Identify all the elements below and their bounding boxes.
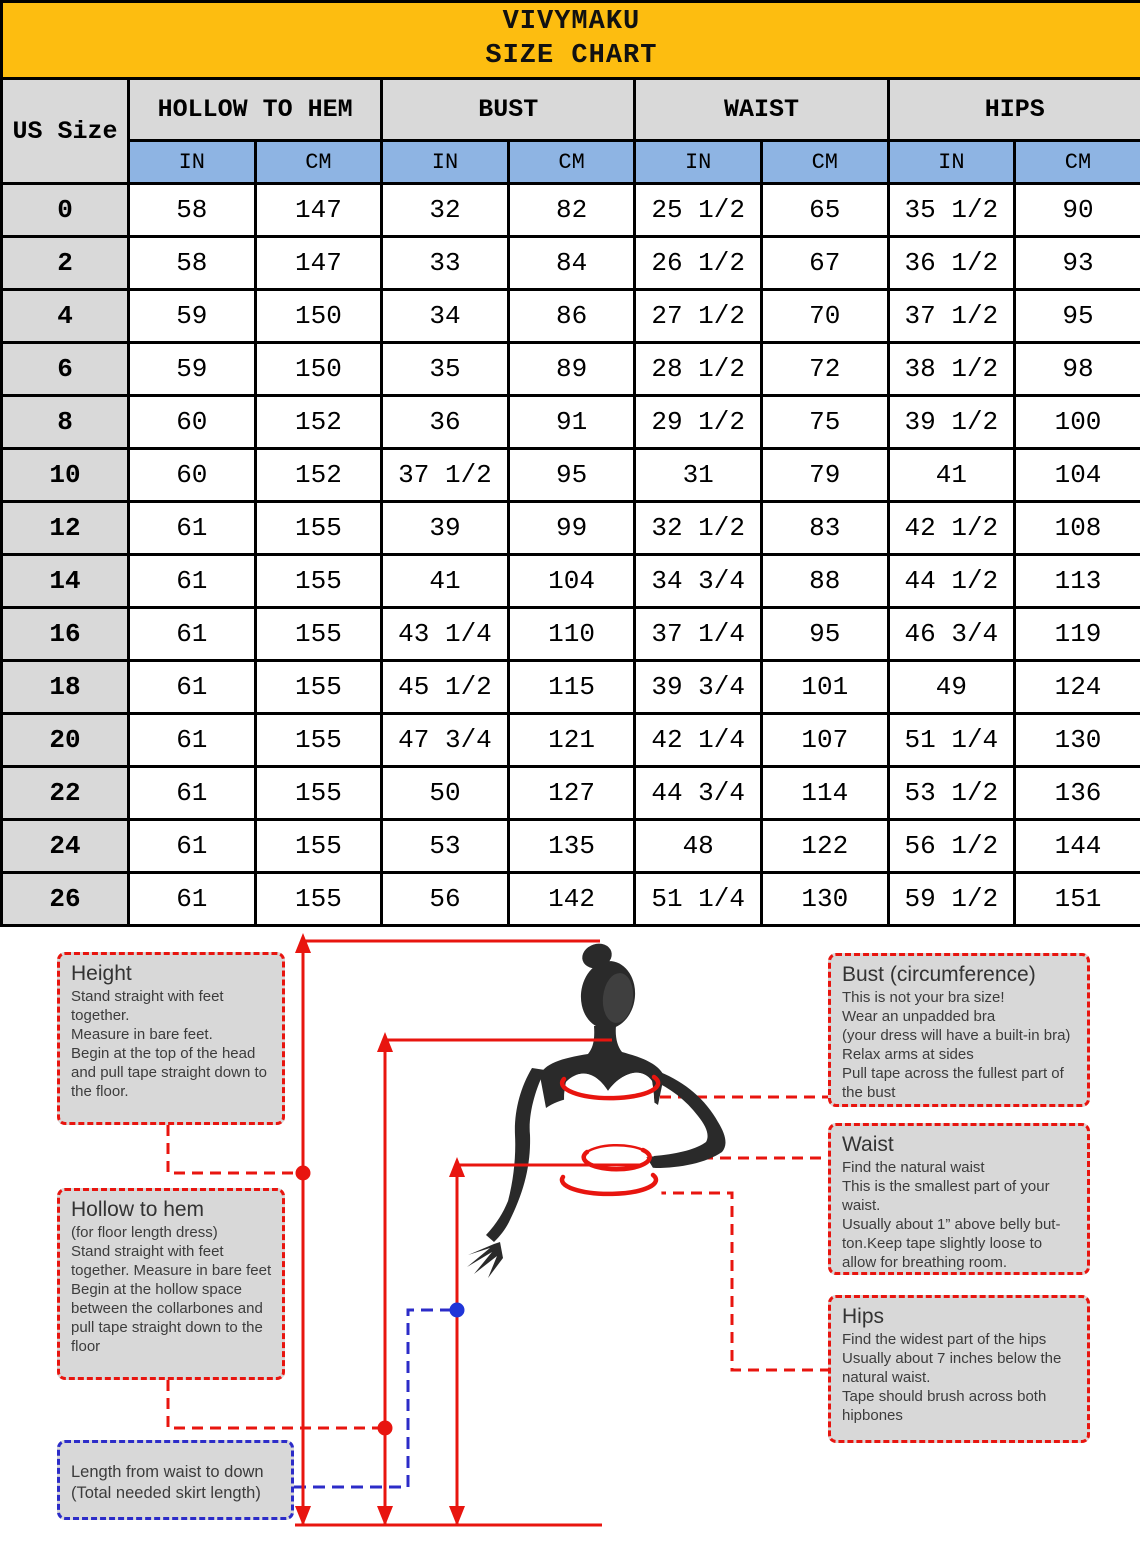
skirt-length-guide-box <box>57 1440 294 1520</box>
measurement-cell: 58 <box>129 237 256 290</box>
measurement-cell: 98 <box>1015 343 1140 396</box>
size-table-row <box>2 767 1140 820</box>
measurement-cell: 56 <box>382 873 509 926</box>
guide-text-line: Usually about 1” above belly but- <box>842 1216 1061 1233</box>
unit-header: IN <box>129 141 256 184</box>
measurement-cell: 155 <box>255 555 382 608</box>
measurement-cell: 100 <box>1015 396 1140 449</box>
skirt-measure-point-dot <box>450 1303 465 1318</box>
guide-text-line: (your dress will have a built-in bra) <box>842 1027 1071 1044</box>
size-table-row <box>2 237 1140 290</box>
guide-text-line: the bust <box>842 1084 896 1101</box>
group-header-row <box>2 79 1140 141</box>
measurement-cell: 122 <box>761 820 888 873</box>
measurement-cell: 155 <box>255 502 382 555</box>
guide-text-line: ton.Keep tape slightly loose to <box>842 1235 1043 1252</box>
measurement-cell: 75 <box>761 396 888 449</box>
measurement-cell: 155 <box>255 873 382 926</box>
measurement-cell: 152 <box>255 449 382 502</box>
measurement-cell: 41 <box>382 555 509 608</box>
measurement-cell: 72 <box>761 343 888 396</box>
guide-box-text <box>842 1158 1078 1272</box>
measurement-cell: 59 1/2 <box>888 873 1015 926</box>
measurement-cell: 60 <box>129 449 256 502</box>
hips-guide-box <box>828 1295 1090 1443</box>
guide-text-line: Length from waist to down <box>71 1463 264 1481</box>
guide-text-line: together. Measure in bare feet <box>71 1262 272 1279</box>
measurement-cell: 61 <box>129 714 256 767</box>
measurement-cell: 39 <box>382 502 509 555</box>
measurement-cell: 155 <box>255 714 382 767</box>
measurement-cell: 95 <box>508 449 635 502</box>
hollow-to-hem-guide-box <box>57 1188 285 1380</box>
measurement-cell: 108 <box>1015 502 1140 555</box>
measurement-cell: 47 3/4 <box>382 714 509 767</box>
measurement-cell: 121 <box>508 714 635 767</box>
measurement-cell: 39 1/2 <box>888 396 1015 449</box>
measurement-cell: 38 1/2 <box>888 343 1015 396</box>
unit-header: IN <box>888 141 1015 184</box>
us-size-cell: 4 <box>2 290 129 343</box>
measurement-cell: 67 <box>761 237 888 290</box>
measurement-cell: 150 <box>255 290 382 343</box>
measurement-cell: 51 1/4 <box>888 714 1015 767</box>
measurement-cell: 114 <box>761 767 888 820</box>
measurement-guide-diagram <box>0 930 1140 1548</box>
measurement-cell: 35 1/2 <box>888 184 1015 237</box>
us-size-cell: 6 <box>2 343 129 396</box>
guide-text-line: the floor. <box>71 1083 129 1100</box>
measurement-cell: 152 <box>255 396 382 449</box>
measurement-cell: 49 <box>888 661 1015 714</box>
measurement-cell: 99 <box>508 502 635 555</box>
guide-box-text <box>71 1450 282 1504</box>
measurement-cell: 110 <box>508 608 635 661</box>
unit-header: CM <box>1015 141 1140 184</box>
measurement-cell: 56 1/2 <box>888 820 1015 873</box>
measurement-cell: 51 1/4 <box>635 873 762 926</box>
measurement-cell: 130 <box>761 873 888 926</box>
unit-header: CM <box>255 141 382 184</box>
guide-box-title: Hips <box>842 1305 885 1328</box>
guide-box-title: Bust (circumference) <box>842 963 1036 986</box>
measurement-cell: 53 <box>382 820 509 873</box>
measurement-cell: 37 1/2 <box>888 290 1015 343</box>
measurement-cell: 107 <box>761 714 888 767</box>
measurement-cell: 61 <box>129 661 256 714</box>
measurement-cell: 155 <box>255 661 382 714</box>
guide-text-line: Find the widest part of the hips <box>842 1331 1047 1348</box>
measurement-cell: 34 3/4 <box>635 555 762 608</box>
measurement-cell: 29 1/2 <box>635 396 762 449</box>
guide-text-line: waist. <box>842 1197 881 1214</box>
us-size-cell: 2 <box>2 237 129 290</box>
size-table-row <box>2 396 1140 449</box>
us-size-cell: 16 <box>2 608 129 661</box>
measurement-cell: 147 <box>255 184 382 237</box>
us-size-header: US Size <box>2 79 129 184</box>
height-guide-box <box>57 952 285 1125</box>
unit-header: CM <box>508 141 635 184</box>
chart-subtitle: SIZE CHART <box>485 41 658 71</box>
us-size-cell: 0 <box>2 184 129 237</box>
measurement-cell: 32 <box>382 184 509 237</box>
measurement-cell: 115 <box>508 661 635 714</box>
measurement-cell: 27 1/2 <box>635 290 762 343</box>
guide-text-line: This is the smallest part of your <box>842 1178 1050 1195</box>
measurement-cell: 70 <box>761 290 888 343</box>
measurement-cell: 155 <box>255 767 382 820</box>
us-size-cell: 22 <box>2 767 129 820</box>
guide-box-text <box>842 1330 1078 1425</box>
measurement-cell: 88 <box>761 555 888 608</box>
size-table-row <box>2 184 1140 237</box>
measurement-cell: 32 1/2 <box>635 502 762 555</box>
us-size-cell: 10 <box>2 449 129 502</box>
measurement-cell: 26 1/2 <box>635 237 762 290</box>
measurement-cell: 82 <box>508 184 635 237</box>
measurement-cell: 95 <box>761 608 888 661</box>
unit-header: IN <box>635 141 762 184</box>
dress-figure-illustration <box>432 1073 683 1522</box>
unit-header: CM <box>761 141 888 184</box>
guide-text-line: Begin at the hollow space <box>71 1281 242 1298</box>
right-arm <box>652 1072 725 1168</box>
size-table-row <box>2 820 1140 873</box>
bust-header: BUST <box>382 79 635 141</box>
left-arm <box>486 1068 545 1242</box>
guide-text-line: Begin at the top of the head <box>71 1045 256 1062</box>
measurement-cell: 104 <box>1015 449 1140 502</box>
guide-text-line: Tape should brush across both <box>842 1388 1047 1405</box>
measurement-cell: 33 <box>382 237 509 290</box>
guide-text-line: natural waist. <box>842 1369 931 1386</box>
guide-text-line: and pull tape straight down to <box>71 1064 267 1081</box>
measurement-cell: 130 <box>1015 714 1140 767</box>
hollow-measure-point-dot <box>378 1421 393 1436</box>
measurement-cell: 101 <box>761 661 888 714</box>
measurement-cell: 113 <box>1015 555 1140 608</box>
us-size-cell: 12 <box>2 502 129 555</box>
guide-text-line: Find the natural waist <box>842 1159 985 1176</box>
height-measure-point-dot <box>296 1166 311 1181</box>
measurement-cell: 59 <box>129 290 256 343</box>
guide-text-line: hipbones <box>842 1407 903 1424</box>
guide-text-line: between the collarbones and <box>71 1300 263 1317</box>
measurement-cell: 48 <box>635 820 762 873</box>
measurement-cell: 151 <box>1015 873 1140 926</box>
measurement-cell: 31 <box>635 449 762 502</box>
measurement-cell: 86 <box>508 290 635 343</box>
size-table-row <box>2 449 1140 502</box>
measurement-cell: 84 <box>508 237 635 290</box>
guide-text-line: together. <box>71 1007 130 1024</box>
measurement-cell: 119 <box>1015 608 1140 661</box>
measurement-cell: 61 <box>129 873 256 926</box>
measurement-cell: 144 <box>1015 820 1140 873</box>
measurement-cell: 61 <box>129 767 256 820</box>
us-size-cell: 14 <box>2 555 129 608</box>
guide-text-line: Measure in bare feet. <box>71 1026 213 1043</box>
unit-header-row <box>2 141 1140 184</box>
guide-text-line: Wear an unpadded bra <box>842 1008 996 1025</box>
size-table-row <box>2 608 1140 661</box>
guide-text-line: Pull tape across the fullest part of <box>842 1065 1064 1082</box>
guide-text-line: allow for breathing room. <box>842 1254 1008 1271</box>
size-table-row <box>2 873 1140 926</box>
measurement-cell: 46 3/4 <box>888 608 1015 661</box>
measurement-cell: 136 <box>1015 767 1140 820</box>
brand-name: VIVYMAKU <box>502 7 641 38</box>
measurement-cell: 91 <box>508 396 635 449</box>
measurement-cell: 60 <box>129 396 256 449</box>
measurement-cell: 135 <box>508 820 635 873</box>
waist-header: WAIST <box>635 79 888 141</box>
measurement-cell: 41 <box>888 449 1015 502</box>
us-size-cell: 18 <box>2 661 129 714</box>
measurement-cell: 61 <box>129 608 256 661</box>
measurement-cell: 155 <box>255 608 382 661</box>
size-table-row <box>2 290 1140 343</box>
measurement-cell: 50 <box>382 767 509 820</box>
measurement-cell: 79 <box>761 449 888 502</box>
measurement-cell: 25 1/2 <box>635 184 762 237</box>
measurement-cell: 61 <box>129 820 256 873</box>
measurement-cell: 155 <box>255 820 382 873</box>
guide-box-text <box>842 988 1078 1102</box>
measurement-cell: 36 1/2 <box>888 237 1015 290</box>
measurement-cell: 104 <box>508 555 635 608</box>
measurement-cell: 34 <box>382 290 509 343</box>
measurement-cell: 45 1/2 <box>382 661 509 714</box>
measurement-cell: 58 <box>129 184 256 237</box>
guide-box-title: Hollow to hem <box>71 1198 205 1221</box>
hollow-to-hem-header: HOLLOW TO HEM <box>129 79 382 141</box>
measurement-cell: 44 3/4 <box>635 767 762 820</box>
unit-header: IN <box>382 141 509 184</box>
measurement-cell: 35 <box>382 343 509 396</box>
us-size-cell: 20 <box>2 714 129 767</box>
table-title-cell <box>2 2 1140 79</box>
size-table-row <box>2 502 1140 555</box>
us-size-cell: 8 <box>2 396 129 449</box>
measurement-cell: 142 <box>508 873 635 926</box>
measurement-cell: 83 <box>761 502 888 555</box>
measurement-cell: 42 1/4 <box>635 714 762 767</box>
measurement-cell: 124 <box>1015 661 1140 714</box>
measurement-cell: 44 1/2 <box>888 555 1015 608</box>
measurement-cell: 89 <box>508 343 635 396</box>
measurement-cell: 61 <box>129 555 256 608</box>
measurement-cell: 127 <box>508 767 635 820</box>
guide-box-text <box>71 987 273 1101</box>
measurement-cell: 42 1/2 <box>888 502 1015 555</box>
size-table-row <box>2 661 1140 714</box>
left-hand-fingers <box>467 1242 503 1278</box>
guide-box-title: Waist <box>842 1133 894 1156</box>
us-size-cell: 24 <box>2 820 129 873</box>
guide-text-line: (for floor length dress) <box>71 1224 218 1241</box>
guide-text-line: Stand straight with feet <box>71 1243 224 1260</box>
measurement-cell: 37 1/4 <box>635 608 762 661</box>
size-table-row <box>2 343 1140 396</box>
us-size-cell: 26 <box>2 873 129 926</box>
hips-header: HIPS <box>888 79 1140 141</box>
measurement-cell: 39 3/4 <box>635 661 762 714</box>
guide-box-text <box>71 1223 273 1356</box>
guide-text-line: Usually about 7 inches below the <box>842 1350 1062 1367</box>
guide-text-line: pull tape straight down to the <box>71 1319 263 1336</box>
guide-text-line: Relax arms at sides <box>842 1046 974 1063</box>
guide-text-line: Stand straight with feet <box>71 988 224 1005</box>
guide-text-line: (Total needed skirt length) <box>71 1484 261 1502</box>
measurement-cell: 59 <box>129 343 256 396</box>
measurement-cell: 36 <box>382 396 509 449</box>
size-table-row <box>2 714 1140 767</box>
measurement-cell: 28 1/2 <box>635 343 762 396</box>
measurement-cell: 37 1/2 <box>382 449 509 502</box>
waist-guide-box <box>828 1123 1090 1275</box>
guide-text-line: floor <box>71 1338 101 1355</box>
table-title-row <box>2 2 1140 79</box>
blue-dashed-connector <box>294 1310 457 1487</box>
measurement-cell: 43 1/4 <box>382 608 509 661</box>
guide-box-title: Height <box>71 962 132 985</box>
measurement-cell: 53 1/2 <box>888 767 1015 820</box>
measurement-cell: 93 <box>1015 237 1140 290</box>
measurement-cell: 61 <box>129 502 256 555</box>
measurement-cell: 150 <box>255 343 382 396</box>
measurement-cell: 65 <box>761 184 888 237</box>
size-table-row <box>2 555 1140 608</box>
measurement-cell: 95 <box>1015 290 1140 343</box>
measurement-cell: 90 <box>1015 184 1140 237</box>
guide-text-line: This is not your bra size! <box>842 989 1005 1006</box>
bust-guide-box <box>828 953 1090 1107</box>
measurement-cell: 147 <box>255 237 382 290</box>
